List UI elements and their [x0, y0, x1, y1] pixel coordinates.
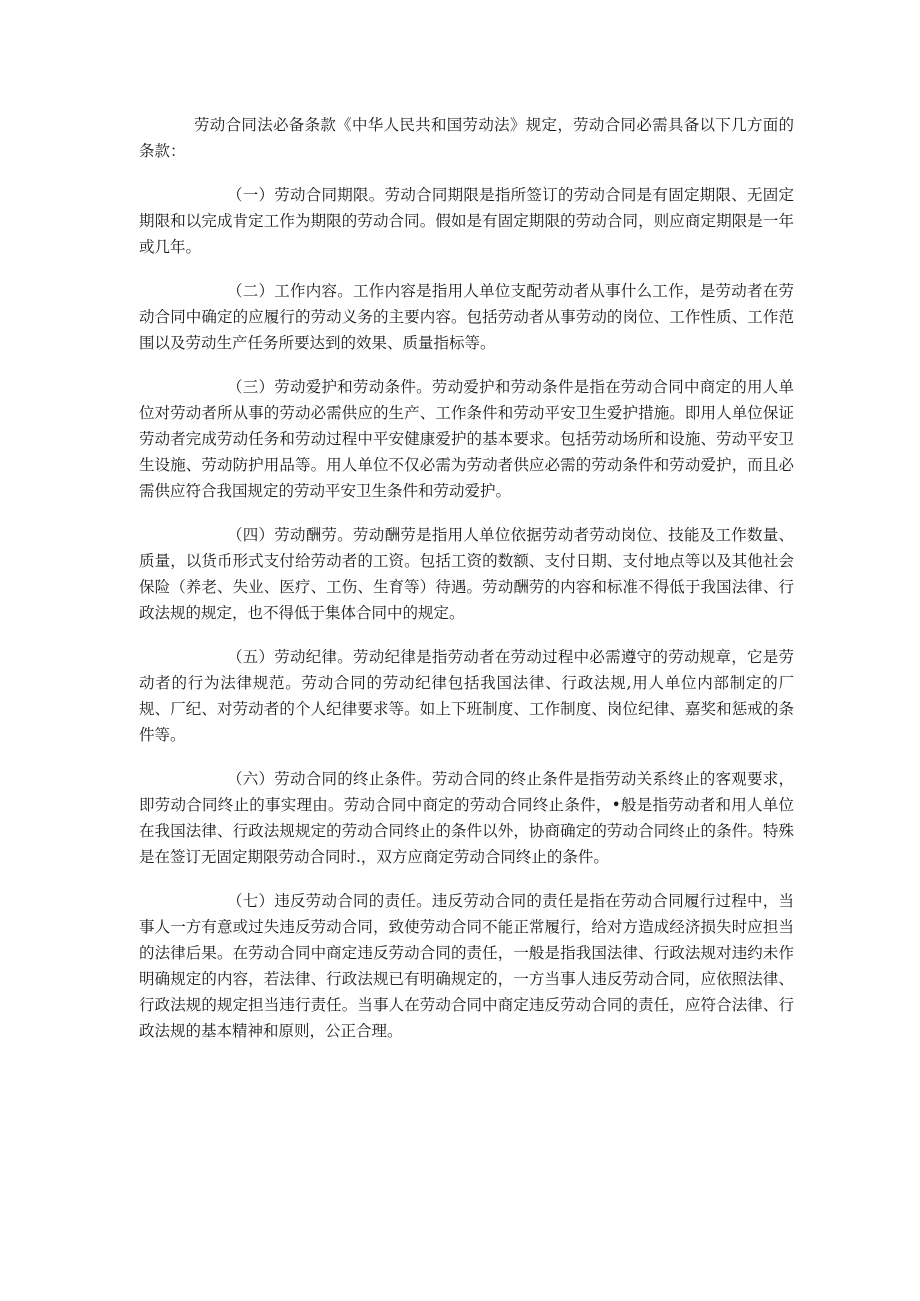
document-body: [139, 112, 794, 1062]
clause-paragraph-1: （一）劳动合同期限。劳动合同期限是指所签订的劳动合同是有固定期限、无固定期限和以完成肯定工作为期限的劳动合同。假如是有固定期限的劳动合同，则应商定期限是一年或几年。: [139, 186, 794, 256]
clause-paragraph-2: （二）工作内容。工作内容是指用人单位支配劳动者从事什么工作，是劳动者在劳动合同中确定的应履行的劳动义务的主要内容。包括劳动者从事劳动的岗位、工作性质、工作范围以及劳动生产任务所要达到的效果、质量指标等。: [139, 282, 794, 352]
clause-paragraph-4: （四）劳动酬劳。劳动酬劳是指用人单位依据劳动者劳动岗位、技能及工作数量、质量，以货币形式支付给劳动者的工资。包括工资的数额、支付日期、支付地点等以及其他社会保险（养老、失业、医疗、工伤、生育等）待遇。劳动酬劳的内容和标准不得低于我国法律、行政法规的规定，也不得低于集体合同中的规定。: [139, 526, 794, 622]
clause-paragraph-5: （五）劳动纪律。劳动纪律是指劳动者在劳动过程中必需遵守的劳动规章，它是劳动者的行为法律规范。劳动合同的劳动纪律包括我国法律、行政法规,用人单位内部制定的厂规、厂纪、对劳动者的个人纪律要求等。如上下班制度、工作制度、岗位纪律、嘉奖和惩戒的条件等。: [139, 648, 794, 744]
intro-paragraph: 劳动合同法必备条款《中华人民共和国劳动法》规定，劳动合同必需具备以下几方面的条款：: [139, 116, 794, 160]
clause-paragraph-3: （三）劳动爱护和劳动条件。劳动爱护和劳动条件是指在劳动合同中商定的用人单位对劳动者所从事的劳动必需供应的生产、工作条件和劳动平安卫生爱护措施。即用人单位保证劳动者完成劳动任务和劳动过程中平安健康爱护的基本要求。包括劳动场所和设施、劳动平安卫生设施、劳动防护用品等。用人单位不仅必需为劳动者供应必需的劳动条件和劳动爱护，而且必需供应符合我国规定的劳动平安卫生条件和劳动爱护。: [139, 378, 794, 500]
clause-paragraph-7: （七）违反劳动合同的责任。违反劳动合同的责任是指在劳动合同履行过程中，当事人一方有意或过失违反劳动合同，致使劳动合同不能正常履行，给对方造成经济损失时应担当的法律后果。在劳动合同中商定违反劳动合同的责任，一般是指我国法律、行政法规对违约未作明确规定的内容，若法律、行政法规已有明确规定的，一方当事人违反劳动合同，应依照法律、行政法规的规定担当违行责任。当事人在劳动合同中商定违反劳动合同的责任，应符合法律、行政法规的基本精神和原则，公正合理。: [139, 892, 794, 1040]
clause-paragraph-6: （六）劳动合同的终止条件。劳动合同的终止条件是指劳动关系终止的客观要求，即劳动合同终止的事实理由。劳动合同中商定的劳动合同终止条件，•般是指劳动者和用人单位在我国法律、行政法规规定的劳动合同终止的条件以外，协商确定的劳动合同终止的条件。特殊是在签订无固定期限劳动合同时.，双方应商定劳动合同终止的条件。: [139, 770, 794, 866]
